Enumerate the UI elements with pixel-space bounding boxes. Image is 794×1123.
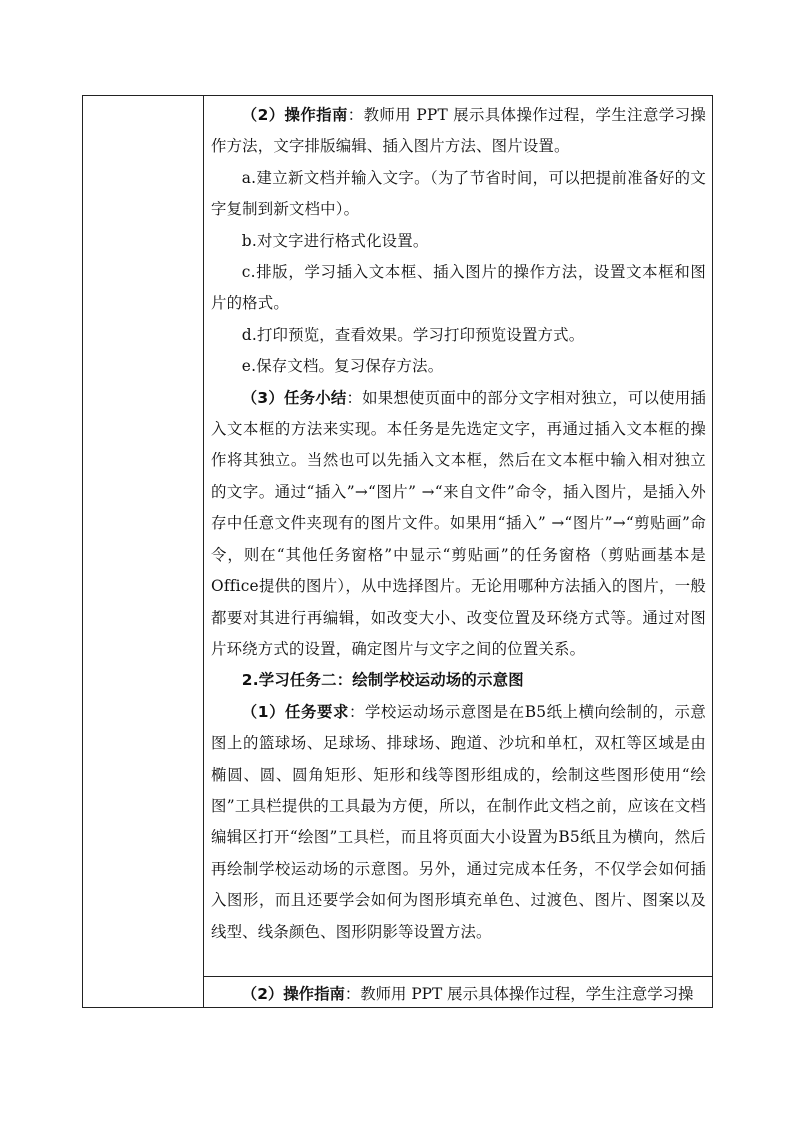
table-right-column [204,96,712,1007]
lesson-table [82,95,713,1008]
paragraph-task-summary: （3）任务小结：如果想使页面中的部分文字相对独立，可以使用插入文本框的方法来实现。本任务是先选定文字，再通过插入文本框的操作将其独立。当然也可以先插入文本框，然后在文本框中输入相对独立的文字。通过“插入”→“图片” →“来自文件”命令，插入图片，是插入外存中任意文件夹现有的图片文件。如果用“插入” →“图片”→“剪贴画”命令，则在“其他任务窗格”中显示“剪贴画”的任务窗格（剪贴画基本是Office提供的图片），从中选择图片。无论用哪种方法插入的图片，一般都要对其进行再编辑，如改变大小、改变位置及环绕方式等。通过对图片环绕方式的设置，确定图片与文字之间的位置关系。 [211,388,706,658]
row-separator [204,976,712,977]
step-b: b.对文字进行格式化设置。 [241,231,429,250]
step-d: d.打印预览，查看效果。学习打印预览设置方式。 [241,325,585,344]
step-a: a.建立新文档并输入文字。（为了节省时间，可以把提前准备好的文字复制到新文档中）。 [211,168,706,219]
heading-task-summary: （3）任务小结 [241,388,347,407]
step-e: e.保存文档。复习保存方法。 [241,357,444,376]
paragraph-operation-guide: （2）操作指南：教师用 PPT 展示具体操作过程，学生注意学习操作方法，文字排版编辑、插入图片方法、图片设置。 [211,106,706,156]
paragraph-operation-guide-2: （2）操作指南：教师用 PPT 展示具体操作过程，学生注意学习操 [241,985,694,1003]
table-left-column [83,96,204,1007]
heading-operation-guide: （2）操作指南 [241,106,348,124]
task2-title: 2.学习任务二：绘制学校运动场的示意图 [241,671,524,690]
heading-task-requirements: （1）任务要求 [241,702,349,721]
cell-content [211,100,706,948]
heading-operation-guide-2: （2）操作指南 [241,985,345,1003]
step-c: c.排版，学习插入文本框、插入图片的操作方法，设置文本框和图片的格式。 [211,263,706,313]
paragraph-task-requirements: （1）任务要求：学校运动场示意图是在B5纸上横向绘制的，示意图上的篮球场、足球场、排球场、跑道、沙坑和单杠，双杠等区域是由椭圆、圆、圆角矩形、矩形和线等图形组成的，绘制这些图形使用“绘图”工具栏提供的工具最为方便，所以，在制作此文档之前，应该在文档编辑区打开“绘图”工具栏，而且将页面大小设置为B5纸且为横向，然后再绘制学校运动场的示意图。另外，通过完成本任务，不仅学会如何插入图形，而且还要学会如何为图形填充单色、过渡色、图片、图案以及线型、线条颜色、图形阴影等设置方法。 [211,702,707,941]
